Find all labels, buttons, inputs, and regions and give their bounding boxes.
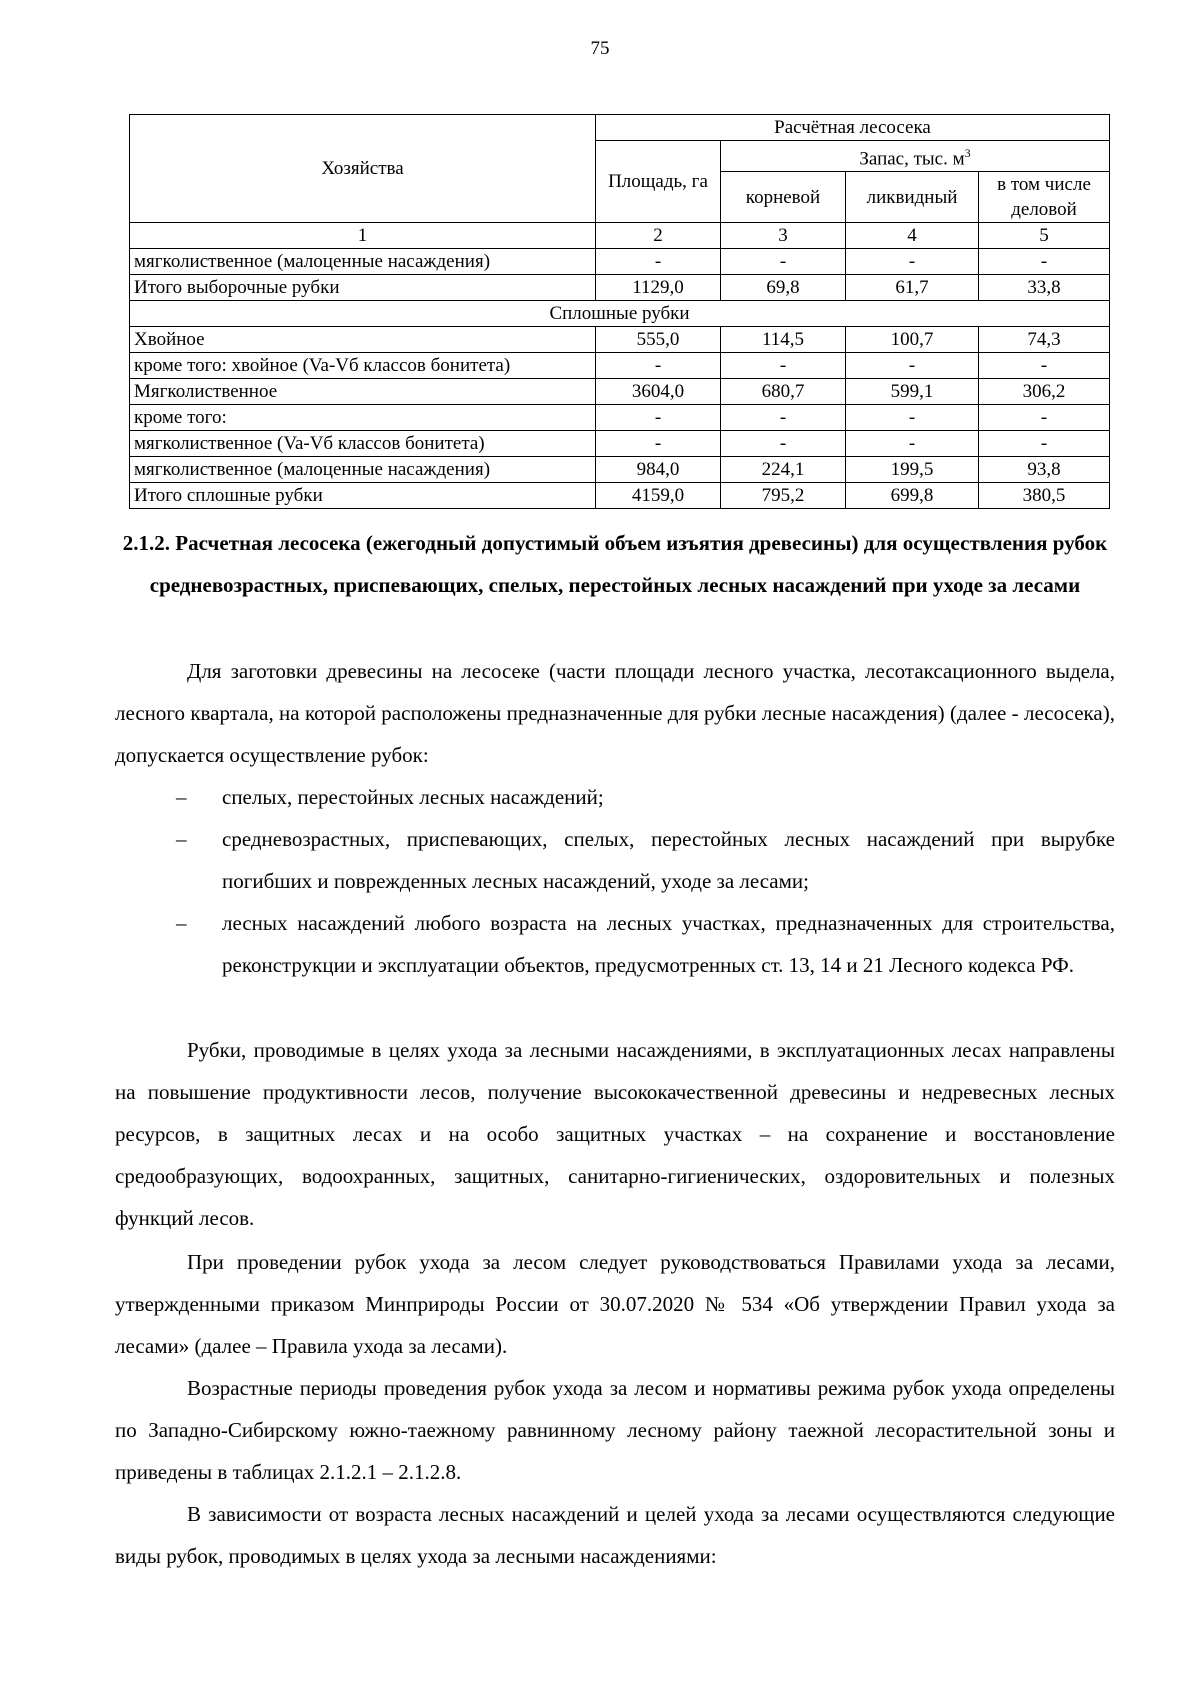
header-stock [721, 141, 1110, 172]
cell-liquid: 699,8 [846, 483, 979, 509]
cell-business: - [979, 431, 1110, 457]
header-business-line1: в том числе [997, 174, 1091, 196]
cell-area: - [596, 405, 721, 431]
row-label: мягколиственное (малоценные насаждения) [130, 249, 596, 275]
table-row [130, 431, 1110, 457]
list-item-text: средневозрастных, приспевающих, спелых, перестойных лесных насаждений при вырубке погибших и поврежденных лесных насаждений, уходе за лесами; [222, 827, 1115, 893]
cell-area: 4159,0 [596, 483, 721, 509]
table-row [130, 327, 1110, 353]
header-estimated-cutting: Расчётная лесосека [596, 115, 1110, 141]
cell-area: 3604,0 [596, 379, 721, 405]
header-business [979, 172, 1110, 223]
cell-liquid: 599,1 [846, 379, 979, 405]
cell-business: 74,3 [979, 327, 1110, 353]
list-item-text: лесных насаждений любого возраста на лесных участках, предназначенных для строительства, реконструкции и эксплуатации объектов, предусмотренных ст. 13, 14 и 21 Лесного кодекса РФ. [222, 911, 1115, 977]
cell-root: 795,2 [721, 483, 846, 509]
header-root: корневой [721, 172, 846, 223]
list-item [176, 776, 1115, 818]
table-row [130, 353, 1110, 379]
header-area: Площадь, га [596, 141, 721, 223]
column-number: 1 [130, 223, 596, 249]
cell-root: - [721, 249, 846, 275]
cell-liquid: 61,7 [846, 275, 979, 301]
table-row [130, 249, 1110, 275]
cell-business: 306,2 [979, 379, 1110, 405]
section-clear-cutting: Сплошные рубки [130, 301, 1110, 327]
row-label: Мягколиственное [130, 379, 596, 405]
header-stock-text: Запас, тыс. м [859, 148, 965, 170]
cell-root: - [721, 405, 846, 431]
cell-root: 224,1 [721, 457, 846, 483]
column-number: 3 [721, 223, 846, 249]
column-numbers-row [130, 223, 1110, 249]
body-paragraph: Рубки, проводимые в целях ухода за лесными насаждениями, в эксплуатационных лесах направлены на повышение продуктивности лесов, получение высококачественной древесины и недревесных лесных ресурсов, в защитных лесах и на особо защитных участках – на сохранение и восстановление средообразующих, водоохранных, защитных, санитарно-гигиенических, оздоровительных и полезных функций лесов. [115, 1038, 1115, 1230]
cell-root: 680,7 [721, 379, 846, 405]
cell-liquid: - [846, 249, 979, 275]
section-row [130, 301, 1110, 327]
cell-business: 93,8 [979, 457, 1110, 483]
cell-business: 380,5 [979, 483, 1110, 509]
row-label: кроме того: [130, 405, 596, 431]
row-label: мягколиственное (Va-Vб классов бонитета) [130, 431, 596, 457]
cell-liquid: - [846, 405, 979, 431]
list-item-text: спелых, перестойных лесных насаждений; [222, 785, 604, 809]
cell-liquid: 100,7 [846, 327, 979, 353]
cell-area: 555,0 [596, 327, 721, 353]
header-liquid: ликвидный [846, 172, 979, 223]
list-dash: – [176, 785, 187, 809]
cell-liquid: - [846, 353, 979, 379]
cell-business: - [979, 405, 1110, 431]
table-row [130, 405, 1110, 431]
list-dash: – [176, 827, 187, 851]
row-label: Итого выборочные рубки [130, 275, 596, 301]
cell-root: 114,5 [721, 327, 846, 353]
column-number: 2 [596, 223, 721, 249]
cell-business: - [979, 249, 1110, 275]
column-number: 5 [979, 223, 1110, 249]
cell-area: 984,0 [596, 457, 721, 483]
cell-root: 69,8 [721, 275, 846, 301]
table-row [130, 379, 1110, 405]
body-paragraph: Возрастные периоды проведения рубок ухода за лесом и нормативы режима рубок ухода определены по Западно-Сибирскому южно-таежному равнинному лесному району таежной лесорастительной зоны и приведены в таблицах 2.1.2.1 – 2.1.2.8. [115, 1376, 1115, 1484]
cell-root: - [721, 431, 846, 457]
page-number: 75 [590, 38, 610, 59]
cell-business: 33,8 [979, 275, 1110, 301]
row-label: Хвойное [130, 327, 596, 353]
row-label: кроме того: хвойное (Va-Vб классов бонитета) [130, 353, 596, 379]
cell-root: - [721, 353, 846, 379]
cell-area: 1129,0 [596, 275, 721, 301]
cell-area: - [596, 353, 721, 379]
list-item [176, 818, 1115, 902]
column-number: 4 [846, 223, 979, 249]
forest-cutting-table [129, 114, 1110, 509]
list-dash: – [176, 911, 187, 935]
header-farms: Хозяйства [130, 115, 596, 223]
table-row [130, 483, 1110, 509]
cell-area: - [596, 431, 721, 457]
header-stock-sup: 3 [964, 146, 971, 160]
header-business-line2: деловой [1011, 199, 1077, 221]
cell-business: - [979, 353, 1110, 379]
cell-liquid: - [846, 431, 979, 457]
table-row [130, 457, 1110, 483]
section-heading: 2.1.2. Расчетная лесосека (ежегодный допустимый объем изъятия древесины) для осуществления рубок средневозрастных, приспевающих, спелых, перестойных лесных насаждений при уходе за лесами [122, 531, 1108, 597]
cell-area: - [596, 249, 721, 275]
list-item [176, 902, 1115, 986]
table-header-row [130, 115, 1110, 141]
body-paragraph: В зависимости от возраста лесных насаждений и целей ухода за лесами осуществляются следующие виды рубок, проводимых в целях ухода за лесными насаждениями: [115, 1502, 1115, 1568]
table-row [130, 275, 1110, 301]
row-label: мягколиственное (малоценные насаждения) [130, 457, 596, 483]
cell-liquid: 199,5 [846, 457, 979, 483]
intro-paragraph: Для заготовки древесины на лесосеке (части площади лесного участка, лесотаксационного выдела, лесного квартала, на которой расположены предназначенные для рубки лесные насаждения) (далее - лесосека), допускается осуществление рубок: [115, 659, 1115, 767]
body-paragraph: При проведении рубок ухода за лесом следует руководствоваться Правилами ухода за лесами, утвержденными приказом Минприроды России от 30.07.2020 № 534 «Об утверждении Правил ухода за лесами» (далее – Правила ухода за лесами). [115, 1250, 1115, 1358]
row-label: Итого сплошные рубки [130, 483, 596, 509]
